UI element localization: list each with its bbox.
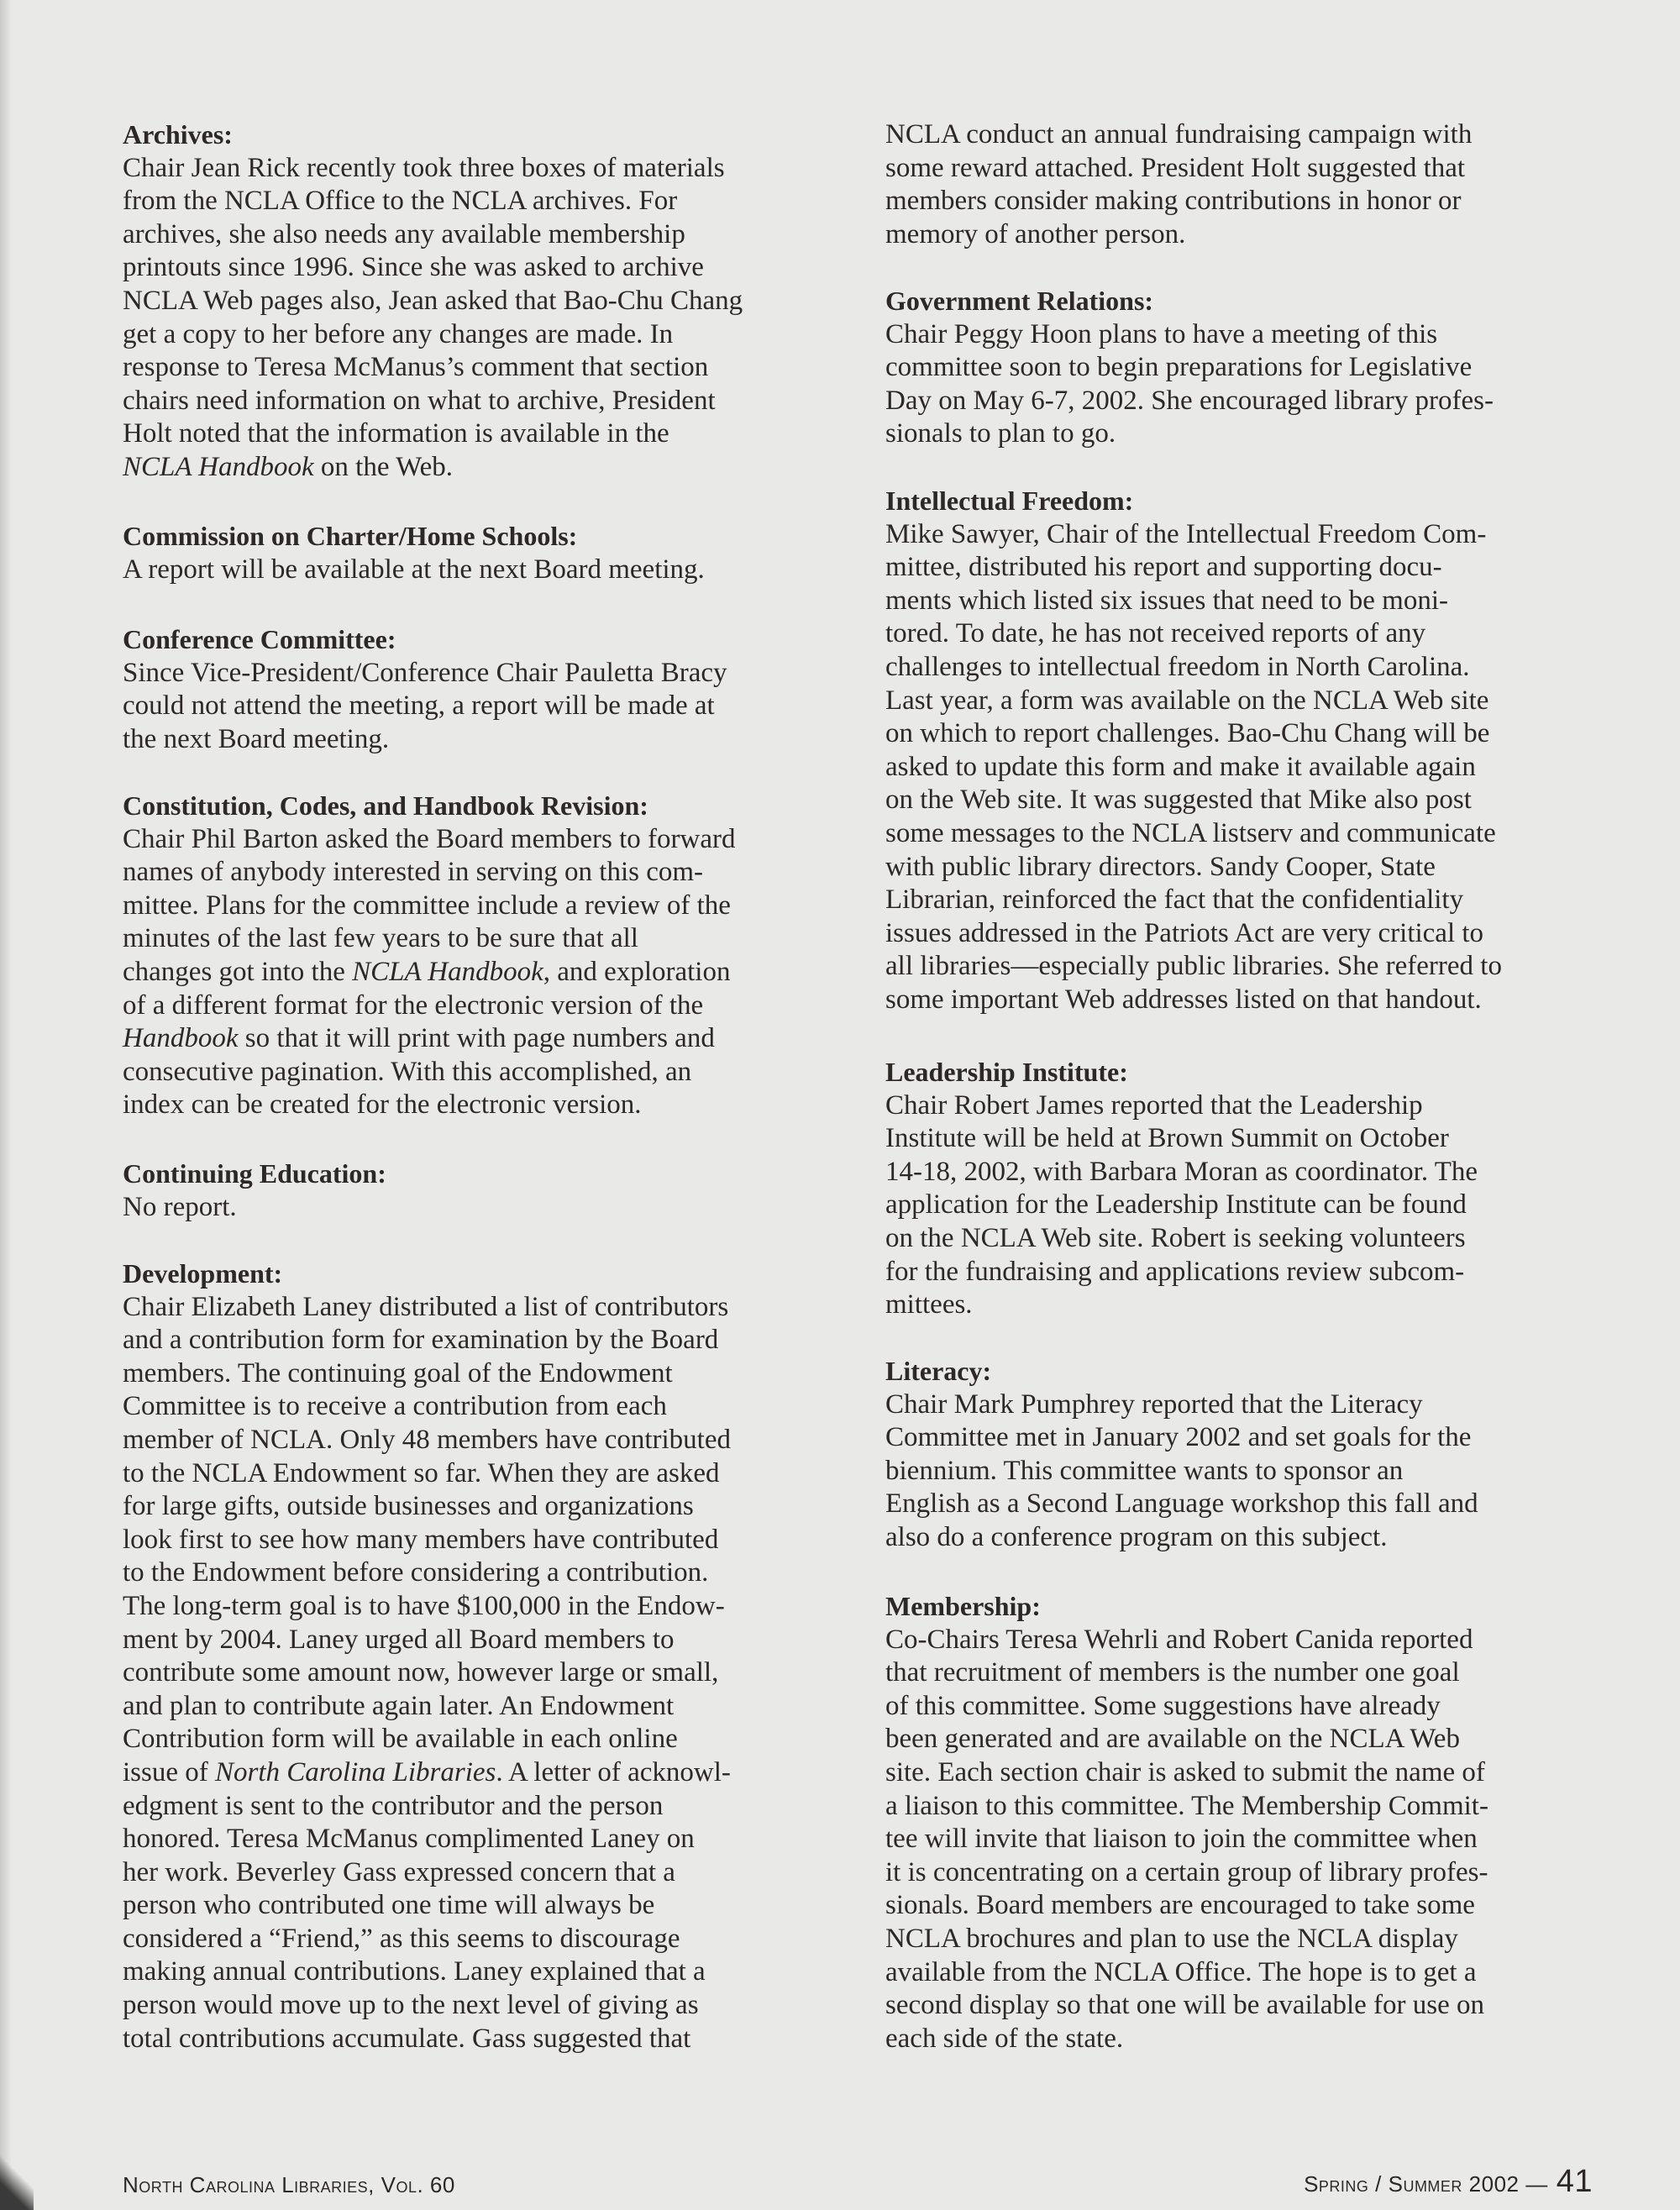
text-line: for the fundraising and applications review subcom-	[885, 1256, 1465, 1287]
section-heading: Membership:	[885, 1591, 1041, 1621]
text-line: each side of the state.	[885, 2023, 1124, 2054]
text-line: Committee is to receive a contribution from each	[123, 1391, 667, 1422]
text-line: Chair Peggy Hoon plans to have a meeting of this	[885, 318, 1438, 349]
text-line: available from the NCLA Office. The hope is to get a	[885, 1956, 1477, 1987]
text-line: Committee met in January 2002 and set goals for the	[885, 1422, 1472, 1453]
text-line: total contributions accumulate. Gass suggested that	[123, 2023, 691, 2054]
text-line: ments which listed six issues that need to be moni-	[885, 585, 1448, 616]
text-line: index can be created for the electronic version.	[123, 1089, 642, 1121]
text-line: Librarian, reinforced the fact that the confidentiality	[885, 885, 1464, 916]
text-line: Last year, a form was available on the NCLA Web site	[885, 685, 1489, 716]
text-line: mittee. Plans for the committee include a review of the	[123, 890, 731, 921]
text-line: names of anybody interested in serving on this com-	[123, 857, 704, 888]
text-line: with public library directors. Sandy Cooper, State	[885, 851, 1436, 882]
text-line: a liaison to this committee. The Membership Commit-	[885, 1790, 1488, 1821]
text-line: of a different format for the electronic version of the	[123, 990, 704, 1021]
text-line: Chair Phil Barton asked the Board members to forward	[123, 823, 736, 854]
section-heading: Development:	[123, 1258, 283, 1289]
text-line: committee soon to begin preparations for Legislative	[885, 352, 1473, 383]
section-heading: Constitution, Codes, and Handbook Revision:	[123, 790, 648, 821]
section-government-relations	[885, 285, 1616, 451]
text-line: members consider making contributions in honor or	[885, 186, 1462, 217]
text-line: on the NCLA Web site. Robert is seeking volunteers	[885, 1222, 1466, 1253]
page-edge-shadow	[0, 0, 12, 2210]
text-line: 14-18, 2002, with Barbara Moran as coordinator. The	[885, 1156, 1478, 1187]
text-line: Co-Chairs Teresa Wehrli and Robert Canida reported	[885, 1624, 1473, 1655]
text-line: ment by 2004. Laney urged all Board members to	[123, 1624, 675, 1655]
text-line: could not attend the meeting, a report will be made at	[123, 690, 715, 722]
text-line: tee will invite that liaison to join the committee when	[885, 1824, 1478, 1855]
text-line: for large gifts, outside businesses and organizations	[123, 1491, 694, 1522]
text-line: some messages to the NCLA listserv and communicate	[885, 817, 1496, 848]
text-line: sionals to plan to go.	[885, 418, 1116, 449]
text-line: member of NCLA. Only 48 members have contributed	[123, 1424, 731, 1455]
text-line: tored. To date, he has not received reports of any	[885, 618, 1426, 649]
section-heading: Government Relations:	[885, 286, 1154, 316]
section-membership	[885, 1590, 1616, 2055]
text-line: archives, she also needs any available membership	[123, 218, 685, 249]
text-line: the next Board meeting.	[123, 723, 390, 754]
section-heading: Leadership Institute:	[885, 1057, 1128, 1087]
text-line: making annual contributions. Laney explained that a	[123, 1956, 706, 1987]
text-line: Chair Robert James reported that the Leadership	[885, 1089, 1423, 1121]
text-line: challenges to intellectual freedom in North Carolina.	[885, 651, 1470, 682]
text-line: sionals. Board members are encouraged to take some	[885, 1890, 1475, 1921]
footer-journal-title: North Carolina Libraries, Vol. 60	[123, 2172, 455, 2197]
text-line: edgment is sent to the contributor and the person	[123, 1790, 664, 1821]
text-line: that recruitment of members is the number one goal	[885, 1657, 1460, 1688]
section-literacy	[885, 1355, 1616, 1555]
text-line: from the NCLA Office to the NCLA archives. For	[123, 186, 678, 217]
text-line: to the NCLA Endowment so far. When they are asked	[123, 1457, 720, 1488]
section-conference-committee	[123, 623, 853, 756]
section-heading: Conference Committee:	[123, 624, 396, 654]
section-heading: Continuing Education:	[123, 1158, 386, 1189]
italic-title: NCLA Handbook	[352, 956, 543, 987]
italic-title: North Carolina Libraries	[215, 1756, 496, 1787]
text-line: second display so that one will be available for use on	[885, 1990, 1484, 2021]
text-line: and plan to contribute again later. An Endowment	[123, 1690, 675, 1721]
text-line: consecutive pagination. With this accomplished, an	[123, 1056, 692, 1087]
text-line: Chair Jean Rick recently took three boxes of materials	[123, 152, 725, 183]
text-line: on the Web site. It was suggested that Mike also post	[885, 785, 1472, 816]
section-constitution-codes-and-handbook-revision	[123, 790, 853, 1122]
section-leadership-institute	[885, 1056, 1616, 1322]
text-line: get a copy to her before any changes are made. In	[123, 318, 674, 349]
text-line: considered a “Friend,” as this seems to discourage	[123, 1923, 680, 1954]
text-line: mittee, distributed his report and supporting docu-	[885, 552, 1442, 583]
section-heading: Intellectual Freedom:	[885, 486, 1134, 516]
text-line: minutes of the last few years to be sure that all	[123, 923, 638, 954]
footer-issue	[1304, 2164, 1593, 2200]
text-line: members. The continuing goal of the Endowment	[123, 1357, 673, 1388]
text-line: person who contributed one time will always be	[123, 1890, 655, 1921]
footer-issue-date: Spring / Summer 2002 —	[1304, 2171, 1548, 2197]
text-line: biennium. This committee wants to sponsor an	[885, 1455, 1404, 1486]
text-line: person would move up to the next level of giving as	[123, 1990, 699, 2021]
section-heading: Commission on Charter/Home Schools:	[123, 521, 578, 551]
text-line: Since Vice-President/Conference Chair Pauletta Bracy	[123, 657, 727, 688]
text-line: No report.	[123, 1191, 237, 1222]
text-line: Mike Sawyer, Chair of the Intellectual Freedom Com-	[885, 518, 1487, 549]
section-intellectual-freedom	[885, 485, 1616, 1017]
text-line: The long-term goal is to have $100,000 in the Endow-	[123, 1590, 725, 1621]
text-line: and a contribution form for examination by the Board	[123, 1325, 719, 1356]
text-line: Chair Mark Pumphrey reported that the Literacy	[885, 1388, 1423, 1420]
text-line: Contribution form will be available in each online	[123, 1724, 678, 1755]
text-line: issues addressed in the Patriots Act are very critical to	[885, 917, 1484, 948]
text-line: response to Teresa McManus’s comment that section	[123, 352, 709, 383]
section-development	[123, 1257, 853, 2055]
italic-title: Handbook	[123, 1023, 239, 1054]
section-continued	[885, 118, 1616, 251]
text-line: all libraries—especially public libraries. She referred to	[885, 951, 1502, 982]
text-line: memory of another person.	[885, 218, 1186, 249]
text-line: also do a conference program on this subject.	[885, 1521, 1388, 1552]
text-line: NCLA Web pages also, Jean asked that Bao-Chu Chang	[123, 285, 743, 316]
text-line: Day on May 6-7, 2002. She encouraged library profes-	[885, 385, 1494, 416]
text-line: changes got into the NCLA Handbook, and exploration	[123, 956, 731, 987]
section-continuing-education	[123, 1157, 853, 1224]
page-number: 41	[1556, 2164, 1593, 2199]
text-line: Institute will be held at Brown Summit on October	[885, 1123, 1449, 1154]
text-line: some important Web addresses listed on that handout.	[885, 984, 1482, 1015]
text-line: to the Endowment before considering a contribution.	[123, 1557, 709, 1588]
text-line: Holt noted that the information is available in the	[123, 418, 669, 449]
text-line: NCLA Handbook on the Web.	[123, 451, 454, 482]
section-heading: Archives:	[123, 119, 233, 150]
text-line: site. Each section chair is asked to submit the name of	[885, 1756, 1485, 1787]
section-archives	[123, 118, 853, 485]
scan-corner-shadow	[0, 2151, 34, 2210]
text-line: some reward attached. President Holt suggested that	[885, 152, 1466, 183]
text-line: printouts since 1996. Since she was asked to archive	[123, 252, 704, 283]
text-line: application for the Leadership Institute can be found	[885, 1189, 1467, 1220]
text-line: A report will be available at the next Board meeting.	[123, 554, 705, 585]
text-line: honored. Teresa McManus complimented Laney on	[123, 1824, 695, 1855]
text-line: mittees.	[885, 1289, 973, 1320]
text-line: NCLA conduct an annual fundraising campaign with	[885, 119, 1473, 150]
text-line: Handbook so that it will print with page numbers and	[123, 1023, 715, 1054]
text-line: it is concentrating on a certain group of library profes-	[885, 1856, 1488, 1887]
text-line: issue of North Carolina Libraries. A letter of acknowl-	[123, 1756, 731, 1787]
text-line: Chair Elizabeth Laney distributed a list of contributors	[123, 1291, 729, 1322]
text-line: contribute some amount now, however large or small,	[123, 1657, 719, 1688]
text-line: asked to update this form and make it available again	[885, 751, 1476, 782]
text-line: chairs need information on what to archive, President	[123, 385, 716, 416]
section-commission-on-charter-home-schools	[123, 520, 853, 586]
text-line: of this committee. Some suggestions have already	[885, 1690, 1441, 1721]
text-line: NCLA brochures and plan to use the NCLA display	[885, 1923, 1458, 1954]
text-line: English as a Second Language workshop this fall and	[885, 1488, 1478, 1520]
text-line: been generated and are available on the NCLA Web	[885, 1724, 1460, 1755]
text-line: her work. Beverley Gass expressed concern that a	[123, 1856, 675, 1887]
text-line: look first to see how many members have contributed	[123, 1524, 719, 1555]
italic-title: NCLA Handbook	[123, 451, 314, 482]
text-line: on which to report challenges. Bao-Chu Chang will be	[885, 718, 1490, 749]
section-heading: Literacy:	[885, 1356, 992, 1386]
